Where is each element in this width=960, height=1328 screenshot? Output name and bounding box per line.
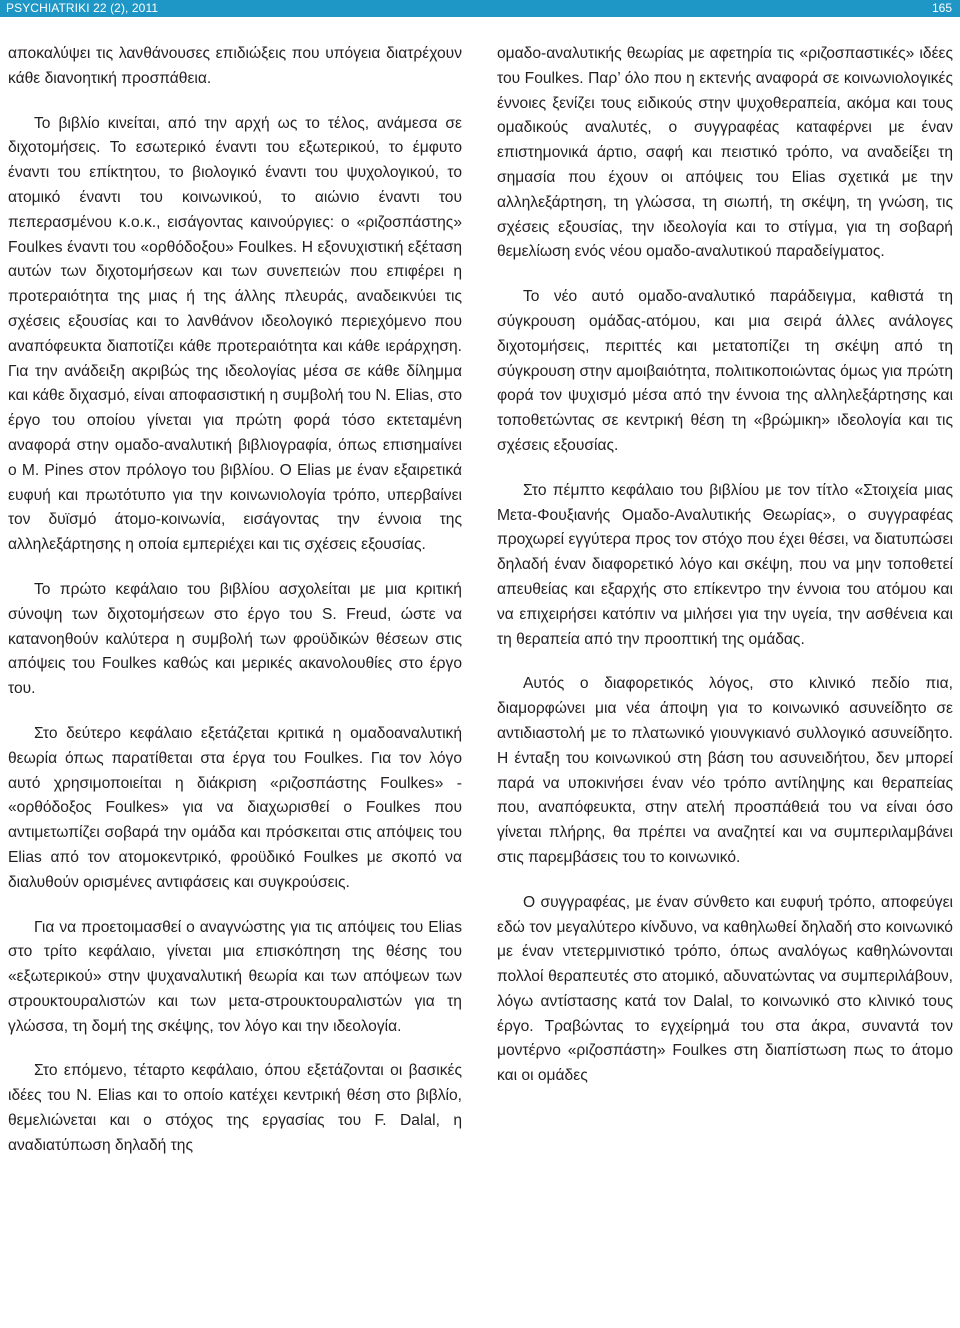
paragraph: Στο πέμπτο κεφάλαιο του βιβλίου με τον τίτλο «Στοιχεία μιας Μετα-Φουξιανής Ομαδο-Αναλυτικής Θεωρίας», ο συγγραφέας προχωρεί εγγύτερα προς τον στόχο που έχει θέσει, να διατυπώσει δηλαδή έναν διαφορετικό λόγο και σκέψη, που να μην τοποθετεί απευθείας και εξαρχής στο επίκεντρο την έννοια του ατόμου και να επιχειρήσει κατόπιν να μιλήσει για την υγεία, την ασθένεια και τη θεραπεία από την προοπτική της ομάδας.: [497, 481, 953, 648]
running-header: [0, 0, 960, 17]
paragraph: Αυτός ο διαφορετικός λόγος, στο κλινικό πεδίο πια, διαμορφώνει μια νέα άποψη για το κοινωνικό ασυνείδητο σε αντιδιαστολή με το πλατωνικό γιουνγκιανό συλλογικό ασυνείδητο. Η ένταξη του κοινωνικού στη βάση του ασυνειδήτου, δεν μπορεί παρά να υποκινήσει έναν νέο τρόπο αντίληψης και θεραπείας που, αναπόφευκτα, στην ατελή προσπάθειά του να είναι όσο γίνεται πλήρης, θα πρέπει να αναζητεί και να συμπεριλαμβάνει στις παρεμβάσεις του το κοινωνικό.: [497, 675, 953, 866]
paragraph: αποκαλύψει τις λανθάνουσες επιδιώξεις που υπόγεια διατρέχουν κάθε διανοητική προσπάθεια.: [8, 45, 462, 87]
paragraph: Στο επόμενο, τέταρτο κεφάλαιο, όπου εξετάζονται οι βασικές ιδέες του Ν. Elias και το οποίο κατέχει κεντρική θέση στο βιβλίο, θεμελιώνεται και ο στόχος της εργασίας του F. Dalal, η αναδιατύπωση δηλαδή της: [8, 1062, 462, 1154]
right-column: [497, 42, 953, 1109]
paragraph: Το βιβλίο κινείται, από την αρχή ως το τέλος, ανάμεσα σε διχοτομήσεις. Το εσωτερικό έναντι του εξωτερικού, το έμφυτο έναντι του επίκτητου, το βιολογικό έναντι του ψυχολογικού, το ατομικό έναντι του κοινωνικού, το αιώνιο έναντι του πεπερασμένου κ.ο.κ., εισάγοντας καινούργιες: ο «ριζοσπάστης» Foulkes έναντι του «ορθόδοξου» Foulkes. Η εξονυχιστική εξέταση αυτών των διχοτομήσεων και των συνεπειών που επιφέρει η προτεραιότητα της μιας ή της άλλης πλευράς, αναδεικνύει τις σχέσεις εξουσίας και το λανθάνον ιδεολογικό περιεχόμενο που αναπόφευκτα διαποτίζει κάθε προτεραιότητα και κάθε ιεράρχηση. Για την ανάδειξη ακριβώς της ιδεολογίας μέσα σε κάθε δίλημμα και κάθε διχασμό, είναι αποφασιστική η συμβολή του Ν. Elias, στο έργο του οποίου γίνεται για πρώτη φορά τόσο εκτεταμένη αναφορά στην ομαδο-αναλυτική βιβλιογραφία, όπως επισημαίνει ο Μ. Pines στον πρόλογο του βιβλίου. Ο Elias με έναν εξαιρετικά ευφυή και πρωτότυπο για την κοινωνιολογία τρόπο, υπερβαίνει τον δυϊσμό άτομο-κοινωνία, εισάγοντας την έννοια της αλληλεξάρτησης η οποία εμπεριέχει και τις σχέσεις εξουσίας.: [8, 114, 462, 554]
page-number: 165: [931, 1, 952, 15]
paragraph: Για να προετοιμασθεί ο αναγνώστης για τις απόψεις του Elias στο τρίτο κεφάλαιο, γίνεται μια επισκόπηση της θέσης του «εξωτερικού» στην ψυχαναλυτική θεωρία και των απόψεων των στρουκτουραλιστών και των μετα-στρουκτουραλιστών για τη γλώσσα, τη δομή της σκέψης, τον λόγο και την ιδεολογία.: [8, 918, 462, 1035]
paragraph: Το νέο αυτό ομαδο-αναλυτικό παράδειγμα, καθιστά τη σύγκρουση ομάδας-ατόμου, και μια σειρά άλλες ανάλογες διχοτομήσεις, περιττές και μετατοπίζει τη σκέψη από τη σύγκρουση στην αμοιβαιότητα, πολιτικοποιώντας όμως για πρώτη φορά τον ψυχισμό μέσα από την έννοια της αλληλεξάρτησης και τοποθετώντας σε κεντρική θέση τη «βρώμικη» ιδεολογία και τις σχέσεις εξουσίας.: [497, 288, 953, 454]
paragraph: Ο συγγραφέας, με έναν σύνθετο και ευφυή τρόπο, αποφεύγει εδώ τον μεγαλύτερο κίνδυνο, να καθηλωθεί δηλαδή στο κοινωνικό με έναν ντετερμινιστικό τρόπο, όπως αναλόγως καθηλώνονται πολλοί θεραπευτές στο ατομικό, αδυνατώντας να συμπεριλάβουν, λόγω αντίστασης κατά τον Dalal, το κοινωνικό στο κλινικό τους έργο. Τραβώντας το εγχείρημά του στα άκρα, συναντά τον μοντέρνο «ριζοσπάστη» Foulkes στη διαπίστωση πως το άτομο και οι ομάδες: [497, 893, 953, 1085]
paragraph: ομαδο-αναλυτικής θεωρίας με αφετηρία τις «ριζοσπαστικές» ιδέες του Foulkes. Παρ’ όλο που η εκτενής αναφορά σε κοινωνιολογικές έννοιες ξενίζει τους ειδικούς στην ψυχοθεραπεία, ακόμα και τους ομαδικούς αναλυτές, ο συγγραφέας καταφέρνει με έναν επιστημονικά άρτιο, σαφή και πειστικό τρόπο, να αναδείξει τη σημασία που έχουν οι απόψεις του Elias σχετικά με την αλληλεξάρτηση, τη γλώσσα, τη σιωπή, τη σκέψη, τη γνώση, τις σχέσεις εξουσίας, την ιδεολογία και το στίγμα, για τη σοβαρή θεμελίωση ενός νέου ομαδο-αναλυτικού παραδείγματος.: [497, 45, 953, 261]
paragraph: Το πρώτο κεφάλαιο του βιβλίου ασχολείται με μια κριτική σύνοψη των διχοτομήσεων στο έργο του S. Freud, ώστε να κατανοηθούν καλύτερα η συμβολή των φροϋδικών θέσεων στις απόψεις του Foulkes καθώς και μερικές ακανολουθίες στο έργο του.: [8, 580, 462, 698]
left-column: [8, 42, 462, 1179]
journal-reference: PSYCHIATRIKI 22 (2), 2011: [6, 1, 159, 15]
paragraph: Στο δεύτερο κεφάλαιο εξετάζεται κριτικά η ομαδοαναλυτική θεωρία όπως παρατίθεται στα έργα του Foulkes. Για τον λόγο αυτό χρησιμοποιείται η διάκριση «ριζοσπάστης Foulkes» - «ορθόδοξος Foulkes» για να διαχωρισθεί ο Foulkes που αντιμετωπίζει σοβαρά την ομάδα και πρόσκειται στις απόψεις του Elias από τον ατομοκεντρικό, φροϋδικό Foulkes με σκοπό να διαλυθούν ορισμένες αντιφάσεις και συγκρούσεις.: [8, 724, 462, 891]
